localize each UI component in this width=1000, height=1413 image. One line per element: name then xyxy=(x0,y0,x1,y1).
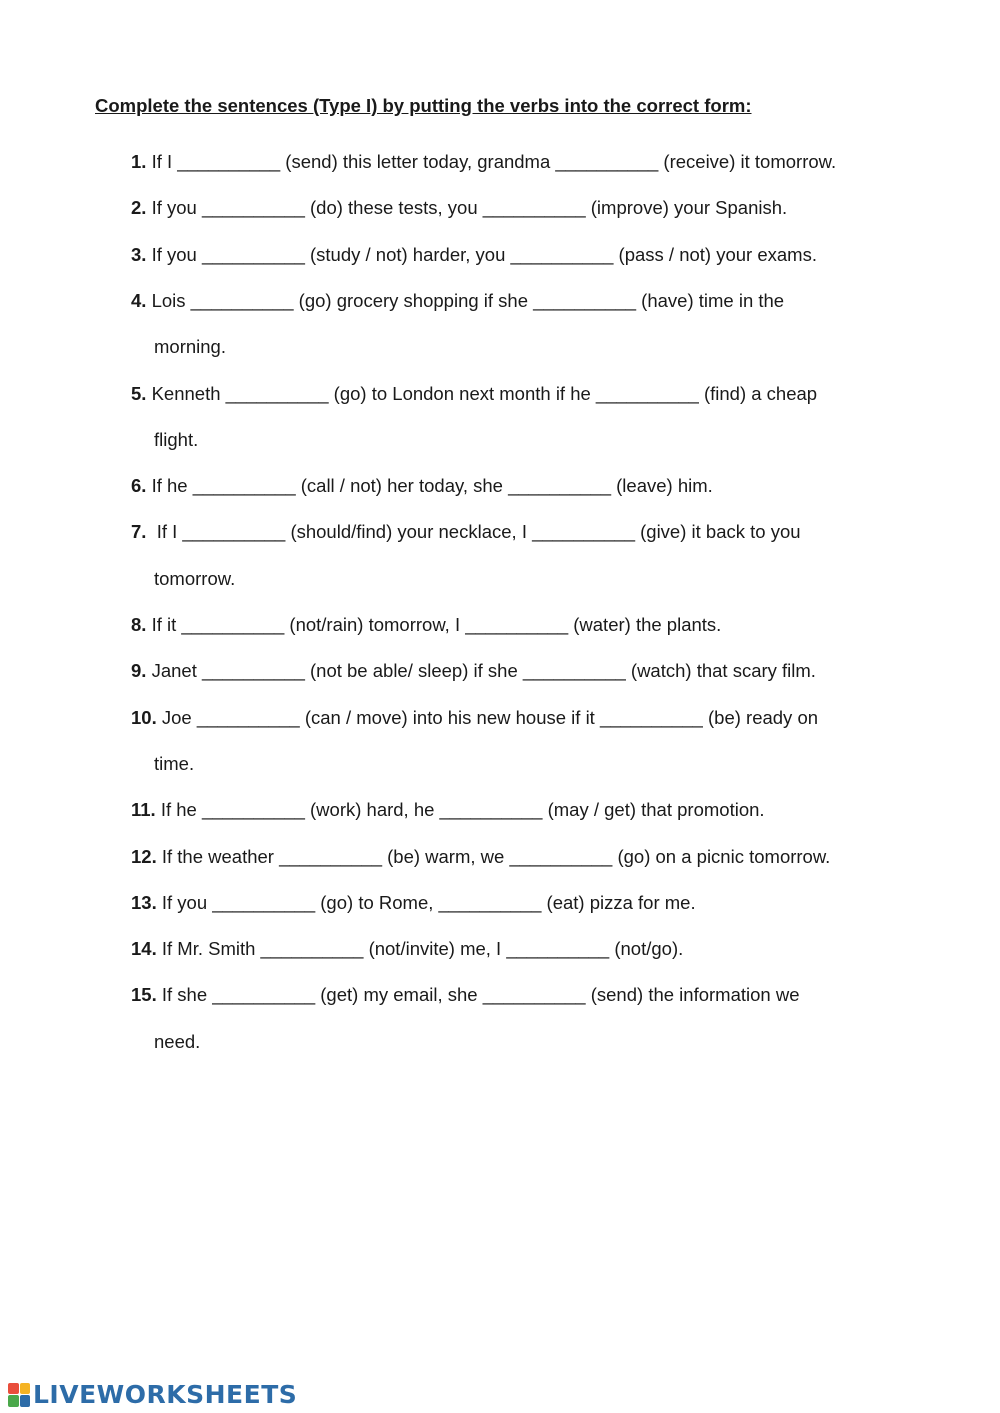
exercise-item xyxy=(131,846,830,868)
exercise-text: If he __________ (work) hard, he __________ (may / get) that promotion. xyxy=(160,799,765,821)
exercise-number: 3. xyxy=(131,243,147,265)
exercise-text: If I __________ (should/find) your necklace, I __________ (give) it back to you xyxy=(151,521,801,543)
logo-square-green xyxy=(8,1395,19,1407)
exercise-text: If he __________ (call / not) her today, she __________ (leave) him. xyxy=(151,475,713,497)
exercise-item-continuation xyxy=(154,753,194,775)
exercise-item xyxy=(131,799,765,821)
exercise-item xyxy=(131,660,816,682)
exercise-number: 6. xyxy=(131,475,147,497)
exercise-text: flight. xyxy=(154,428,199,450)
exercise-text: If you __________ (study / not) harder, you __________ (pass / not) your exams. xyxy=(151,243,817,265)
exercise-text: If the weather __________ (be) warm, we __________ (go) on a picnic tomorrow. xyxy=(161,845,831,867)
logo-square-yellow xyxy=(20,1383,31,1395)
exercise-number: 13. xyxy=(131,891,157,913)
exercise-item xyxy=(131,197,787,219)
exercise-text: If she __________ (get) my email, she __________ (send) the information we xyxy=(161,984,800,1006)
exercise-text: If you __________ (do) these tests, you __________ (improve) your Spanish. xyxy=(151,197,788,219)
exercise-number: 7. xyxy=(131,521,147,543)
exercise-number: 9. xyxy=(131,660,147,682)
exercise-item-continuation xyxy=(154,429,198,451)
exercise-number: 11. xyxy=(131,799,156,821)
logo-square-blue xyxy=(20,1395,31,1407)
exercise-text: Janet __________ (not be able/ sleep) if she __________ (watch) that scary film. xyxy=(151,660,816,682)
exercise-number: 10. xyxy=(131,706,157,728)
exercise-number: 1. xyxy=(131,151,147,172)
exercise-item xyxy=(131,938,683,960)
exercise-number: 2. xyxy=(131,197,147,219)
logo-square-red xyxy=(8,1383,19,1395)
exercise-number: 15. xyxy=(131,984,157,1006)
exercise-text: If Mr. Smith __________ (not/invite) me, I __________ (not/go). xyxy=(161,938,684,960)
exercise-number: 12. xyxy=(131,845,157,867)
liveworksheets-logo xyxy=(8,1380,297,1409)
exercise-text: need. xyxy=(154,1030,201,1052)
exercise-text: tomorrow. xyxy=(154,567,236,589)
worksheet-title: Complete the sentences (Type I) by putting the verbs into the correct form: xyxy=(95,95,752,116)
exercise-text: morning. xyxy=(154,336,226,358)
exercise-text: Joe __________ (can / move) into his new house if it __________ (be) ready on xyxy=(161,706,819,728)
exercise-item-continuation xyxy=(154,1031,200,1053)
exercise-text: If it __________ (not/rain) tomorrow, I __________ (water) the plants. xyxy=(151,614,722,635)
exercise-text: time. xyxy=(154,752,195,774)
exercise-item xyxy=(131,151,836,173)
exercise-item-continuation xyxy=(154,568,235,590)
logo-icon xyxy=(8,1383,30,1407)
exercise-item-continuation xyxy=(154,336,226,358)
exercise-item xyxy=(131,475,713,497)
exercise-number: 4. xyxy=(131,289,147,311)
exercise-item xyxy=(131,892,696,914)
exercise-text: Kenneth __________ (go) to London next month if he __________ (find) a cheap xyxy=(151,382,818,404)
exercise-number: 5. xyxy=(131,382,147,404)
exercise-item xyxy=(131,521,801,543)
exercise-text: If you __________ (go) to Rome, __________ (eat) pizza for me. xyxy=(161,891,696,913)
exercise-text: Lois __________ (go) grocery shopping if she __________ (have) time in the xyxy=(151,289,785,311)
exercise-item xyxy=(131,707,818,729)
logo-text: LIVEWORKSHEETS xyxy=(33,1380,298,1409)
exercise-number: 8. xyxy=(131,614,147,635)
exercise-text: If I __________ (send) this letter today, grandma __________ (receive) it tomorrow. xyxy=(151,151,837,172)
exercise-item xyxy=(131,244,817,266)
exercise-item xyxy=(131,290,784,312)
exercise-item xyxy=(131,984,799,1006)
exercise-item xyxy=(131,383,817,405)
exercise-number: 14. xyxy=(131,938,157,960)
exercise-item xyxy=(131,614,721,636)
